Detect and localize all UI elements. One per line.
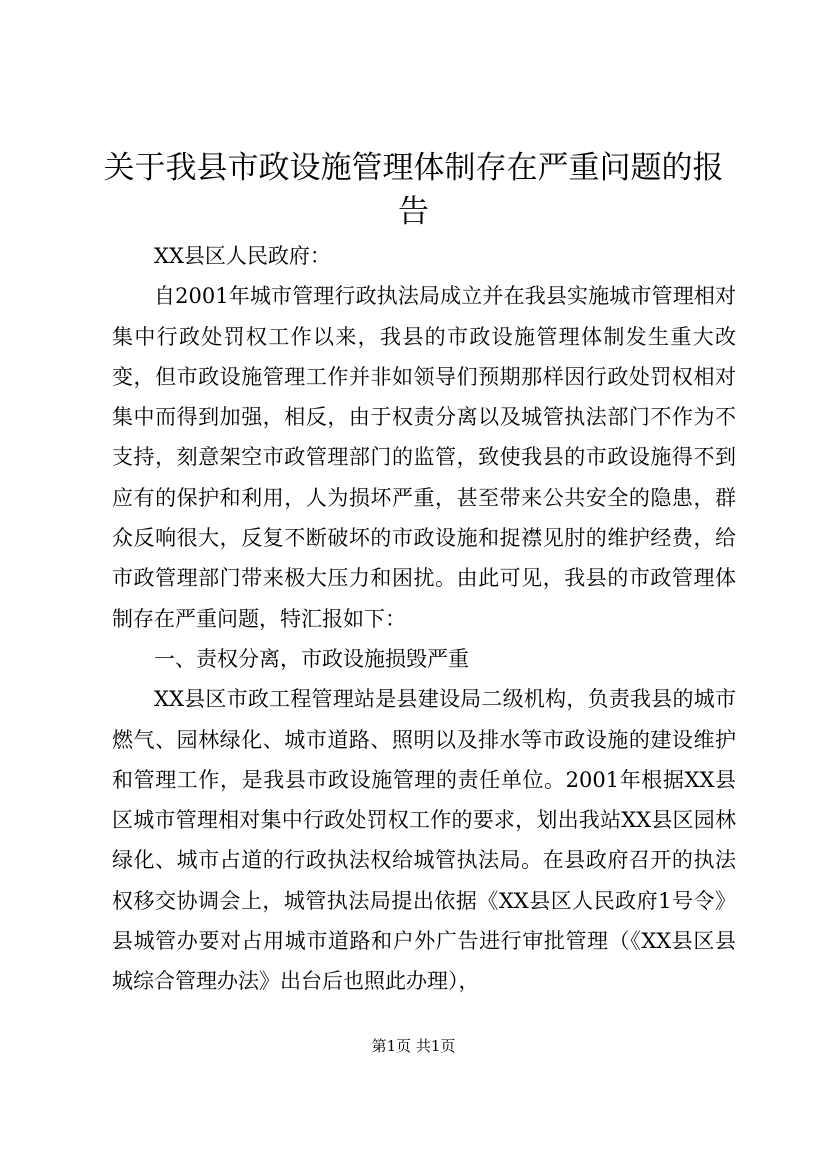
- paragraph-intro: 自2001年城市管理行政执法局成立并在我县实施城市管理相对集中行政处罚权工作以来，我县的市政设施管理体制发生重大改变，但市政设施管理工作并非如领导们预期那样因行政处罚权相对集中而得到加强，相反，由于权责分离以及城管执法部门不作为不支持，刻意架空市政管理部门的监管，致使我县的市政设施得不到应有的保护和利用，人为损坏严重，甚至带来公共安全的隐患，群众反响很大，反复不断破坏的市政设施和捉襟见肘的维护经费，给市政管理部门带来极大压力和困扰。由此可见，我县的市政管理体制存在严重问题，特汇报如下：: [112, 284, 736, 631]
- document-title: 关于我县市政设施管理体制存在严重问题的报告: [103, 150, 724, 230]
- section-heading: 一、责权分离，市政设施损毁严重: [154, 646, 469, 671]
- page-footer: 第1页 共1页: [371, 1037, 456, 1055]
- salutation: XX县区人民政府：: [154, 244, 331, 268]
- paragraph-section-one: XX县区市政工程管理站是县建设局二级机构，负责我县的城市燃气、园林绿化、城市道路、照明以及排水等市政设施的建设维护和管理工作，是我县市政设施管理的责任单位。2001年根据XX县区城市管理相对集中行政处罚权工作的要求，划出我站XX县区园林绿化、城市占道的行政执法权给城管执法局。在县政府召开的执法权移交协调会上，城管执法局提出依据《XX县区人民政府1号令》县城管办要对占用城市道路和户外广告进行审批管理（《XX县区县城综合管理办法》出台后也照此办理），: [112, 687, 736, 994]
- document-body: [112, 236, 736, 1002]
